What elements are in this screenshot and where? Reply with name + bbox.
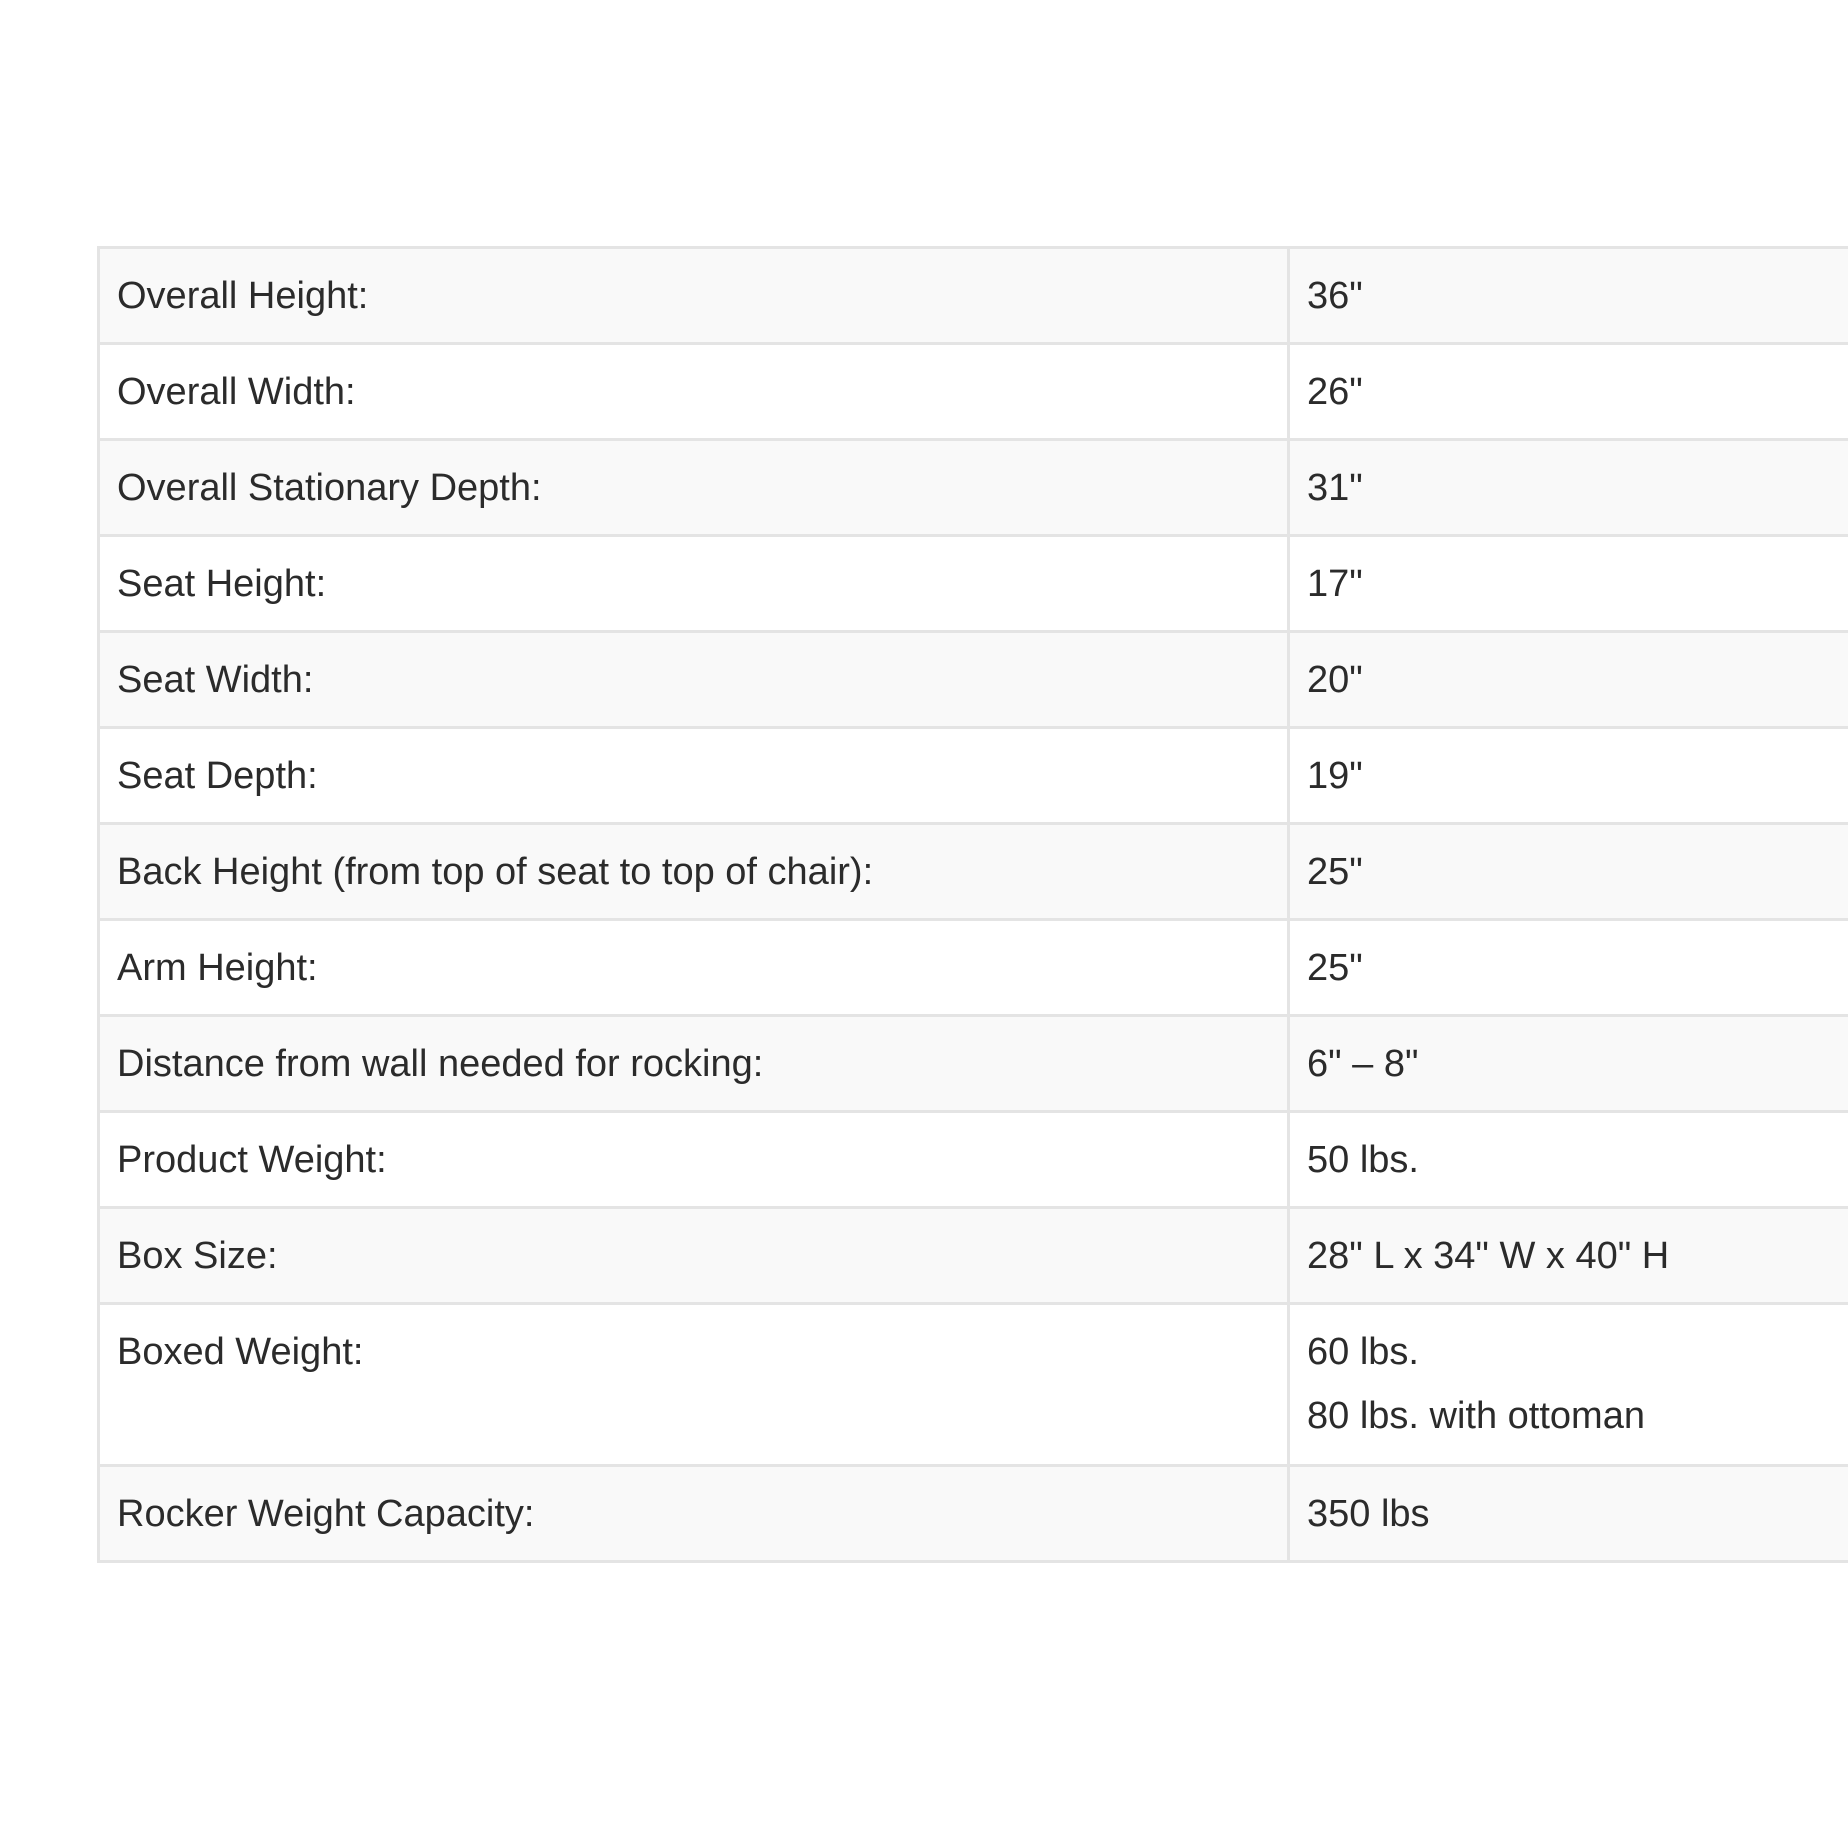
spec-value: 19": [1289, 728, 1848, 824]
spec-value: 350 lbs: [1289, 1466, 1848, 1562]
spec-label: Distance from wall needed for rocking:: [99, 1016, 1289, 1112]
table-row: [99, 1016, 1848, 1112]
spec-label: Overall Width:: [99, 344, 1289, 440]
spec-value-multiline: [1289, 1304, 1848, 1466]
spec-label: Back Height (from top of seat to top of chair):: [99, 824, 1289, 920]
spec-label: Overall Stationary Depth:: [99, 440, 1289, 536]
spec-label: Seat Width:: [99, 632, 1289, 728]
spec-value: 25": [1289, 824, 1848, 920]
spec-value-line-2: 80 lbs. with ottoman: [1307, 1395, 1645, 1437]
spec-label: Overall Height:: [99, 248, 1289, 344]
spec-value-line-1: 60 lbs.: [1307, 1331, 1419, 1373]
spec-value: 17": [1289, 536, 1848, 632]
table-row: [99, 248, 1848, 344]
spec-label: Rocker Weight Capacity:: [99, 1466, 1289, 1562]
spec-label: Box Size:: [99, 1208, 1289, 1304]
spec-table: [97, 246, 1848, 1563]
spec-label: Boxed Weight:: [99, 1304, 1289, 1466]
spec-value: 26": [1289, 344, 1848, 440]
table-row: [99, 536, 1848, 632]
table-row: [99, 344, 1848, 440]
table-row: [99, 824, 1848, 920]
table-row: [99, 1466, 1848, 1562]
spec-label: Arm Height:: [99, 920, 1289, 1016]
spec-label: Seat Height:: [99, 536, 1289, 632]
table-row: [99, 632, 1848, 728]
spec-value: 6" – 8": [1289, 1016, 1848, 1112]
spec-label: Seat Depth:: [99, 728, 1289, 824]
table-row: [99, 440, 1848, 536]
spec-value: 36": [1289, 248, 1848, 344]
spec-value: 50 lbs.: [1289, 1112, 1848, 1208]
table-row: [99, 1304, 1848, 1466]
spec-value: 25": [1289, 920, 1848, 1016]
spec-value: 31": [1289, 440, 1848, 536]
table-row: [99, 920, 1848, 1016]
spec-value: 20": [1289, 632, 1848, 728]
table-row: [99, 1112, 1848, 1208]
spec-label: Product Weight:: [99, 1112, 1289, 1208]
table-row: [99, 728, 1848, 824]
spec-value: 28" L x 34" W x 40" H: [1289, 1208, 1848, 1304]
table-row: [99, 1208, 1848, 1304]
